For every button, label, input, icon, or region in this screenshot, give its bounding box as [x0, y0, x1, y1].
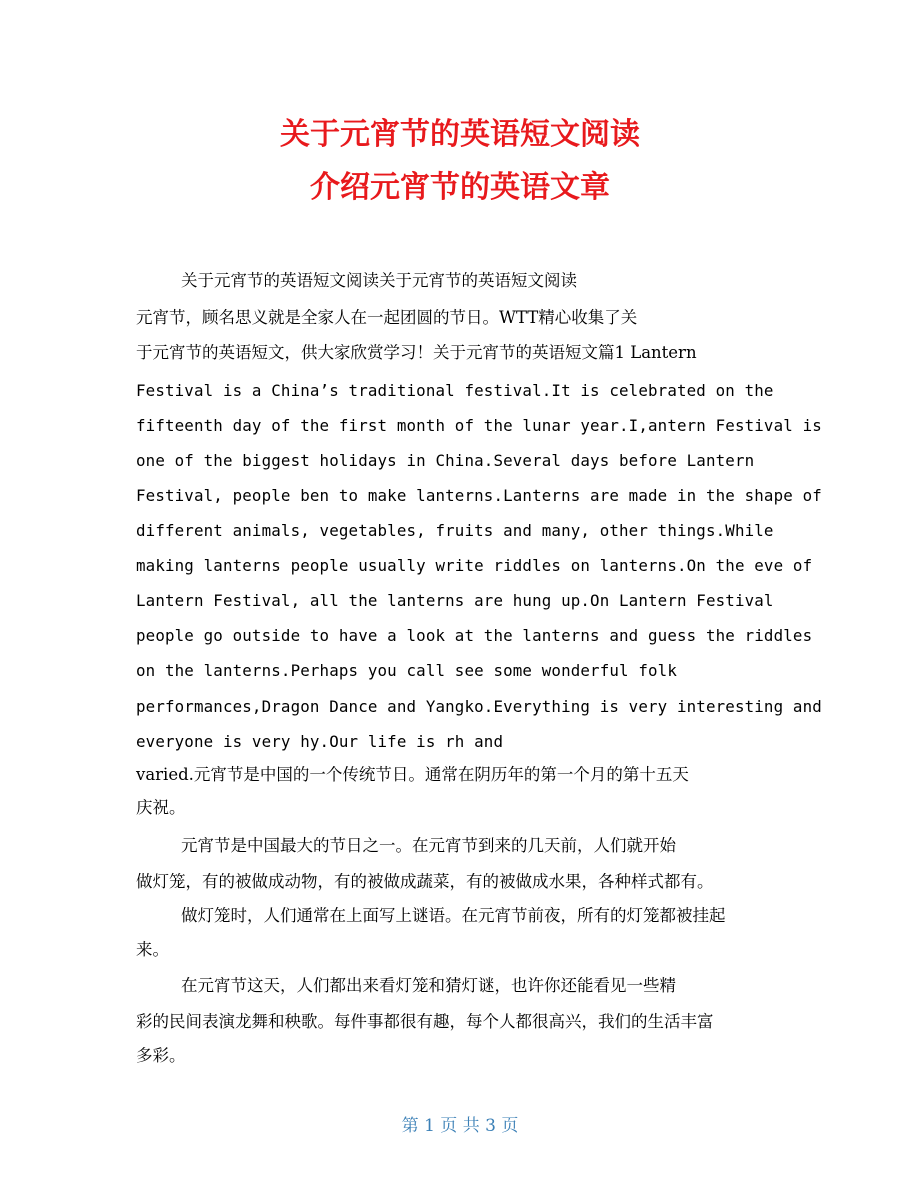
body-line: 做灯笼时，人们通常在上面写上谜语。在元宵节前夜，所有的灯笼都被挂起: [181, 906, 726, 925]
body-line: on the lanterns.Perhaps you call see some wonderful folk: [136, 661, 677, 680]
body-line: 彩的民间表演龙舞和秧歌。每件事都很有趣，每个人都很高兴，我们的生活丰富: [136, 1012, 714, 1031]
body-line: fifteenth day of the first month of the lunar year.I,antern Festival is: [136, 416, 822, 435]
body-line: 关于元宵节的英语短文阅读关于元宵节的英语短文阅读: [181, 271, 577, 290]
document-title-line-1: 关于元宵节的英语短文阅读: [280, 117, 640, 152]
body-line: 多彩。: [136, 1046, 186, 1065]
body-line: 做灯笼，有的被做成动物，有的被做成蔬菜，有的被做成水果，各种样式都有。: [136, 872, 714, 891]
body-line: Festival, people ben to make lanterns.Lanterns are made in the shape of: [136, 486, 822, 505]
body-line: people go outside to have a look at the lanterns and guess the riddles: [136, 626, 813, 645]
body-line: 在元宵节这天，人们都出来看灯笼和猜灯谜，也许你还能看见一些精: [181, 976, 676, 995]
body-line: making lanterns people usually write riddles on lanterns.On the eve of: [136, 556, 813, 575]
body-line: Lantern Festival, all the lanterns are hung up.On Lantern Festival: [136, 591, 774, 610]
body-line: 元宵节，顾名思义就是全家人在一起团圆的节日。WTT精心收集了关: [136, 308, 638, 327]
body-line: 于元宵节的英语短文，供大家欣赏学习！关于元宵节的英语短文篇1 Lantern: [136, 343, 697, 362]
body-line: 来。: [136, 940, 169, 959]
body-line: Festival is a China’s traditional festival.It is celebrated on the: [136, 381, 774, 400]
page-number-footer: 第 1 页 共 3 页: [401, 1116, 519, 1136]
document-title-line-2: 介绍元宵节的英语文章: [310, 170, 610, 205]
body-line: 元宵节是中国最大的节日之一。在元宵节到来的几天前，人们就开始: [181, 836, 676, 855]
body-line: 庆祝。: [136, 798, 186, 817]
body-line: one of the biggest holidays in China.Several days before Lantern: [136, 451, 755, 470]
body-line: varied.元宵节是中国的一个传统节日。通常在阴历年的第一个月的第十五天: [136, 765, 689, 784]
body-line: performances,Dragon Dance and Yangko.Everything is very interesting and: [136, 697, 822, 716]
body-line: different animals, vegetables, fruits and many, other things.While: [136, 521, 774, 540]
body-line: everyone is very hy.Our life is rh and: [136, 732, 504, 751]
